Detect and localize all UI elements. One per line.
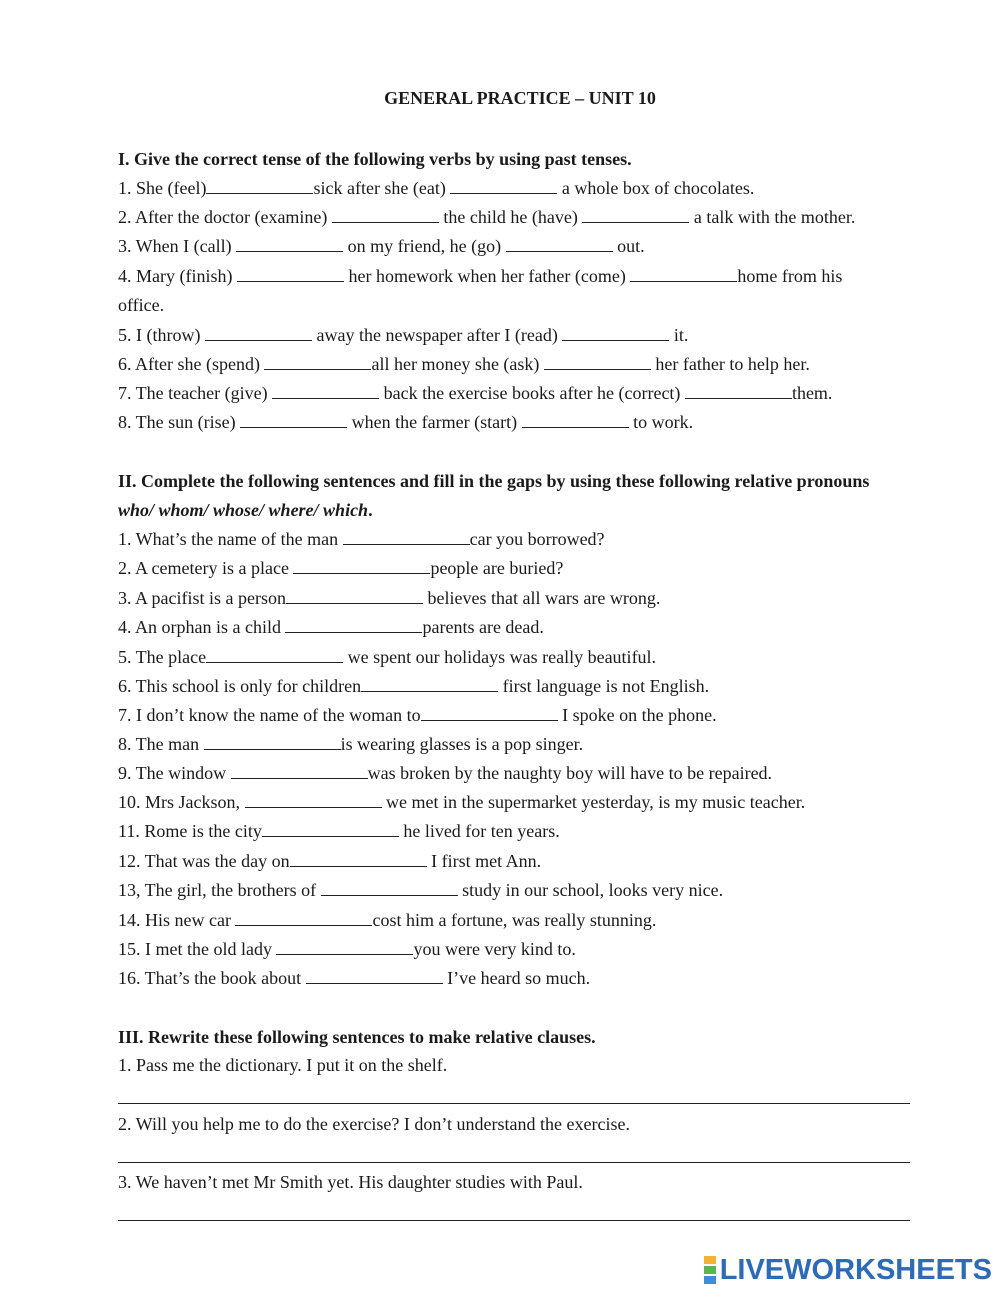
s1-item-7-blank-1[interactable] [272, 382, 379, 399]
s2-item-10: 10. Mrs Jackson, we met in the supermarket yesterday, is my music teacher. [118, 792, 806, 812]
s1-item-8: 8. The sun (rise) when the farmer (start) to work. [118, 412, 694, 432]
page-title: GENERAL PRACTICE – UNIT 10 [384, 88, 656, 108]
s2-item-1: 1. What’s the name of the man car you borrowed? [118, 529, 605, 549]
s3-item-1-answer-line[interactable] [118, 1103, 910, 1104]
s2-item-4: 4. An orphan is a child parents are dead. [118, 617, 544, 637]
s1-item-3: 3. When I (call) on my friend, he (go) out. [118, 236, 645, 256]
s2-item-1-blank[interactable] [343, 528, 470, 545]
liveworksheets-logo [704, 1253, 992, 1287]
s2-item-13-blank[interactable] [321, 879, 458, 896]
s2-item-3-blank[interactable] [286, 587, 423, 604]
s3-item-2: 2. Will you help me to do the exercise? I don’t understand the exercise. [118, 1114, 630, 1134]
s1-item-6: 6. After she (spend) all her money she (ask) her father to help her. [118, 354, 810, 374]
s2-item-10-blank[interactable] [245, 791, 382, 808]
s1-item-2-blank-1[interactable] [332, 206, 439, 223]
s1-item-2: 2. After the doctor (examine) the child he (have) a talk with the mother. [118, 207, 856, 227]
s1-item-6-blank-1[interactable] [264, 353, 371, 370]
s1-item-1-blank-1[interactable] [206, 177, 313, 194]
s1-item-5: 5. I (throw) away the newspaper after I (read) it. [118, 325, 689, 345]
s2-item-12-blank[interactable] [290, 850, 427, 867]
s2-item-9-blank[interactable] [231, 762, 368, 779]
s2-item-4-blank[interactable] [285, 616, 422, 633]
s2-item-15-blank[interactable] [276, 938, 413, 955]
s1-item-5-blank-2[interactable] [562, 324, 669, 341]
s2-item-9: 9. The window was broken by the naughty boy will have to be repaired. [118, 763, 773, 783]
s3-item-3: 3. We haven’t met Mr Smith yet. His daughter studies with Paul. [118, 1172, 583, 1192]
s2-item-7-blank[interactable] [421, 704, 558, 721]
s2-item-8-blank[interactable] [204, 733, 341, 750]
s1-item-5-blank-1[interactable] [205, 324, 312, 341]
s2-item-13: 13, The girl, the brothers of study in our school, looks very nice. [118, 880, 724, 900]
s2-item-2-blank[interactable] [293, 557, 430, 574]
section-1-heading: I. Give the correct tense of the following verbs by using past tenses. [118, 149, 632, 169]
s2-item-2: 2. A cemetery is a place people are buried? [118, 558, 564, 578]
s2-item-7: 7. I don’t know the name of the woman to I spoke on the phone. [118, 705, 717, 725]
s1-item-3-blank-1[interactable] [236, 235, 343, 252]
s2-item-6: 6. This school is only for children first language is not English. [118, 676, 710, 696]
logo-block-3 [704, 1276, 716, 1284]
s2-item-11: 11. Rome is the city he lived for ten years. [118, 821, 560, 841]
section-2-heading: II. Complete the following sentences and fill in the gaps by using these following relative pronouns [118, 471, 870, 491]
s2-item-6-blank[interactable] [361, 675, 498, 692]
s1-item-3-blank-2[interactable] [506, 235, 613, 252]
s2-item-15: 15. I met the old lady you were very kind to. [118, 939, 576, 959]
s1-item-1-blank-2[interactable] [450, 177, 557, 194]
logo-blocks-icon [704, 1256, 716, 1284]
s1-item-6-blank-2[interactable] [544, 353, 651, 370]
s1-item-2-blank-2[interactable] [582, 206, 689, 223]
section-2-pronouns: who/ whom/ whose/ where/ which. [118, 500, 373, 520]
s2-item-12: 12. That was the day on I first met Ann. [118, 851, 542, 871]
s1-item-4-continuation: office. [118, 295, 165, 315]
logo-block-2 [704, 1266, 716, 1274]
s2-item-14-blank[interactable] [235, 909, 372, 926]
s1-item-8-blank-2[interactable] [522, 411, 629, 428]
s1-item-4-blank-1[interactable] [237, 265, 344, 282]
logo-text: LIVEWORKSHEETS [719, 1253, 992, 1286]
s2-item-5: 5. The place we spent our holidays was really beautiful. [118, 647, 657, 667]
s3-item-2-answer-line[interactable] [118, 1162, 910, 1163]
logo-block-1 [704, 1256, 716, 1264]
s3-item-1: 1. Pass me the dictionary. I put it on the shelf. [118, 1055, 448, 1075]
s2-item-16: 16. That’s the book about I’ve heard so much. [118, 968, 591, 988]
s2-item-14: 14. His new car cost him a fortune, was really stunning. [118, 910, 657, 930]
s1-item-4-blank-2[interactable] [630, 265, 737, 282]
s2-item-3: 3. A pacifist is a person believes that all wars are wrong. [118, 588, 661, 608]
s1-item-4: 4. Mary (finish) her homework when her father (come) home from his [118, 266, 843, 286]
s2-item-8: 8. The man is wearing glasses is a pop singer. [118, 734, 584, 754]
s1-item-7: 7. The teacher (give) back the exercise books after he (correct) them. [118, 383, 833, 403]
s3-item-3-answer-line[interactable] [118, 1220, 910, 1221]
s2-item-16-blank[interactable] [306, 967, 443, 984]
s1-item-1: 1. She (feel) sick after she (eat) a whole box of chocolates. [118, 178, 755, 198]
s1-item-8-blank-1[interactable] [240, 411, 347, 428]
s2-item-5-blank[interactable] [206, 646, 343, 663]
s2-item-11-blank[interactable] [262, 820, 399, 837]
s1-item-7-blank-2[interactable] [685, 382, 792, 399]
section-3-heading: III. Rewrite these following sentences to make relative clauses. [118, 1027, 596, 1047]
